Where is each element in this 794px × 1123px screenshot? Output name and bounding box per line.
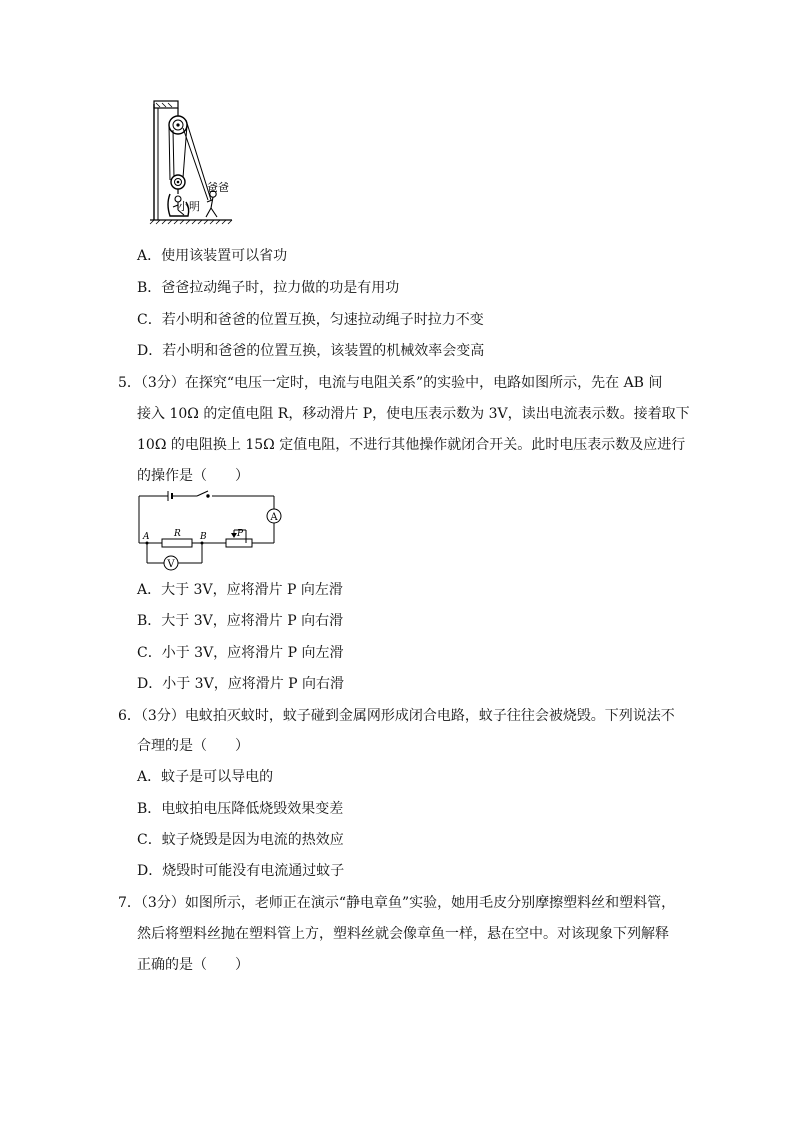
q6-option-c: C．蚊子烧毁是因为电流的热效应 <box>137 832 344 848</box>
pulley-figure <box>140 98 240 228</box>
circuit-label-b: B <box>200 532 207 542</box>
q5-stem-line-4: 的操作是（ ） <box>137 468 249 484</box>
ammeter-symbol: A <box>270 512 278 523</box>
q6-option-b: B．电蚊拍电压降低烧毁效果变差 <box>137 801 344 817</box>
q5-option-a: A．大于 3V，应将滑片 P 向左滑 <box>137 582 343 598</box>
q5-stem-line-3: 10Ω 的电阻换上 15Ω 定值电阻，不进行其他操作就闭合开关。此时电压表示数及应进行 <box>137 437 686 453</box>
voltmeter-symbol: V <box>167 559 175 570</box>
q6-stem-line-1: 6．（3分）电蚊拍灭蚊时，蚊子碰到金属网形成闭合电路，蚊子往往会被烧毁。下列说法不 <box>118 708 675 724</box>
q4-option-b: B．爸爸拉动绳子时，拉力做的功是有用功 <box>137 280 400 296</box>
q6-option-d: D．烧毁时可能没有电流通过蚊子 <box>137 863 345 879</box>
q4-option-c: C．若小明和爸爸的位置互换，匀速拉动绳子时拉力不变 <box>137 312 484 328</box>
q6-stem-line-2: 合理的是（ ） <box>137 738 249 754</box>
q5-stem-line-1: 5．（3分）在探究“电压一定时，电流与电阻关系”的实验中，电路如图所示，先在 AB 间 <box>118 375 663 391</box>
q5-option-b: B．大于 3V，应将滑片 P 向右滑 <box>137 613 344 629</box>
q4-option-d: D．若小明和爸爸的位置互换，该装置的机械效率会变高 <box>137 343 485 359</box>
q5-option-d: D．小于 3V，应将滑片 P 向右滑 <box>137 676 345 692</box>
q4-option-a: A．使用该装置可以省功 <box>137 248 288 264</box>
dad-label: 爸爸 <box>207 181 229 194</box>
q5-stem-line-2: 接入 10Ω 的定值电阻 R，移动滑片 P，使电压表示数为 3V，读出电流表示数。接着取下 <box>137 406 690 422</box>
q7-stem-line-2: 然后将塑料丝抛在塑料管上方，塑料丝就会像章鱼一样，悬在空中。对该现象下列解释 <box>137 926 669 942</box>
circuit-label-a: A <box>143 532 150 542</box>
circuit-label-p: P <box>237 529 244 539</box>
q7-stem-line-3: 正确的是（ ） <box>137 957 249 973</box>
q5-option-c: C．小于 3V，应将滑片 P 向左滑 <box>137 645 344 661</box>
circuit-label-r: R <box>174 529 181 539</box>
circuit-diagram <box>134 488 284 572</box>
q7-stem-line-1: 7．（3分）如图所示，老师正在演示“静电章鱼”实验，她用毛皮分别摩擦塑料丝和塑料管， <box>118 895 676 911</box>
q6-option-a: A．蚊子是可以导电的 <box>137 769 274 785</box>
xiaoming-label: 小明 <box>178 200 200 213</box>
